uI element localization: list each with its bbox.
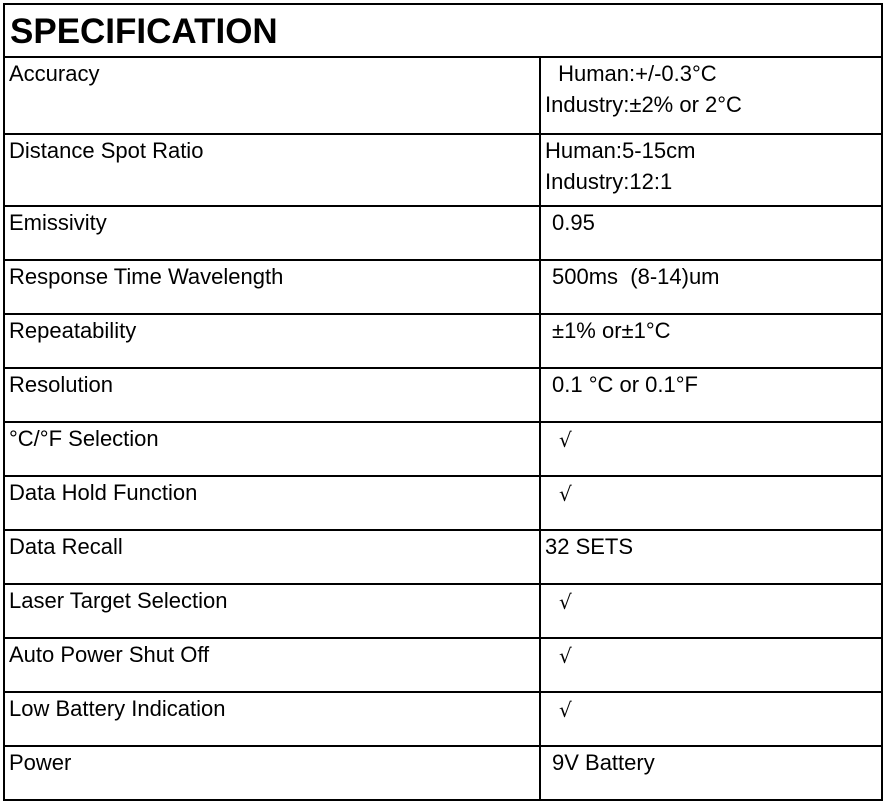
spec-label-cell [4, 530, 540, 584]
spec-value: 0.95 [552, 210, 595, 235]
specification-table-body [4, 4, 882, 800]
specification-table [3, 3, 883, 801]
spec-value-cell [540, 260, 882, 314]
check-mark-icon: √ [559, 590, 572, 614]
check-mark-icon: √ [559, 644, 572, 668]
spec-label: Low Battery Indication [9, 696, 226, 721]
title-cell [4, 4, 882, 57]
spec-value-cell [540, 206, 882, 260]
spec-row [4, 314, 882, 368]
spec-label-cell [4, 206, 540, 260]
spec-value-cell [540, 57, 882, 134]
spec-value-cell [540, 476, 882, 530]
spec-label-cell [4, 314, 540, 368]
spec-value: 9V Battery [552, 750, 655, 775]
spec-label-cell [4, 692, 540, 746]
spec-row [4, 584, 882, 638]
spec-label: Auto Power Shut Off [9, 642, 210, 667]
spec-row [4, 134, 882, 206]
spec-row [4, 638, 882, 692]
spec-value: ±1% or±1°C [552, 318, 671, 343]
spec-label: Response Time Wavelength [9, 264, 284, 289]
spec-label: Laser Target Selection [9, 588, 228, 613]
spec-value-cell [540, 134, 882, 206]
spec-label-cell [4, 57, 540, 134]
spec-value: Human:5-15cm [545, 138, 696, 163]
spec-label-cell [4, 638, 540, 692]
spec-value-cell [540, 638, 882, 692]
spec-label: Resolution [9, 372, 113, 397]
spec-row [4, 692, 882, 746]
spec-value: Industry:±2% or 2°C [545, 92, 742, 117]
spec-value-cell [540, 422, 882, 476]
spec-label-cell [4, 134, 540, 206]
spec-label: Repeatability [9, 318, 137, 343]
page-title: SPECIFICATION [10, 12, 278, 51]
spec-row [4, 368, 882, 422]
spec-row [4, 422, 882, 476]
spec-label-cell [4, 476, 540, 530]
spec-label: Power [9, 750, 72, 775]
spec-row [4, 206, 882, 260]
spec-value-cell [540, 368, 882, 422]
spec-row [4, 57, 882, 134]
spec-label-cell [4, 422, 540, 476]
spec-value-cell [540, 746, 882, 800]
spec-label-cell [4, 260, 540, 314]
spec-label-cell [4, 368, 540, 422]
spec-value-cell [540, 584, 882, 638]
spec-label-cell [4, 746, 540, 800]
check-mark-icon: √ [559, 428, 572, 452]
spec-value-cell [540, 314, 882, 368]
spec-row [4, 476, 882, 530]
spec-value: Human:+/-0.3°C [552, 61, 717, 86]
spec-label-cell [4, 584, 540, 638]
spec-label: Data Hold Function [9, 480, 198, 505]
spec-row [4, 260, 882, 314]
spec-row [4, 530, 882, 584]
spec-value-cell [540, 530, 882, 584]
spec-value: 0.1 °C or 0.1°F [552, 372, 698, 397]
spec-value-cell [540, 692, 882, 746]
spec-label: Data Recall [9, 534, 123, 559]
spec-value: Industry:12:1 [545, 169, 673, 194]
spec-row [4, 746, 882, 800]
spec-value: 32 SETS [545, 534, 634, 559]
title-row [4, 4, 882, 57]
spec-label: °C/°F Selection [9, 426, 159, 451]
check-mark-icon: √ [559, 698, 572, 722]
check-mark-icon: √ [559, 482, 572, 506]
spec-label: Accuracy [9, 61, 100, 86]
spec-label: Emissivity [9, 210, 107, 235]
spec-label: Distance Spot Ratio [9, 138, 204, 163]
spec-value: 500ms (8-14)um [552, 264, 720, 289]
